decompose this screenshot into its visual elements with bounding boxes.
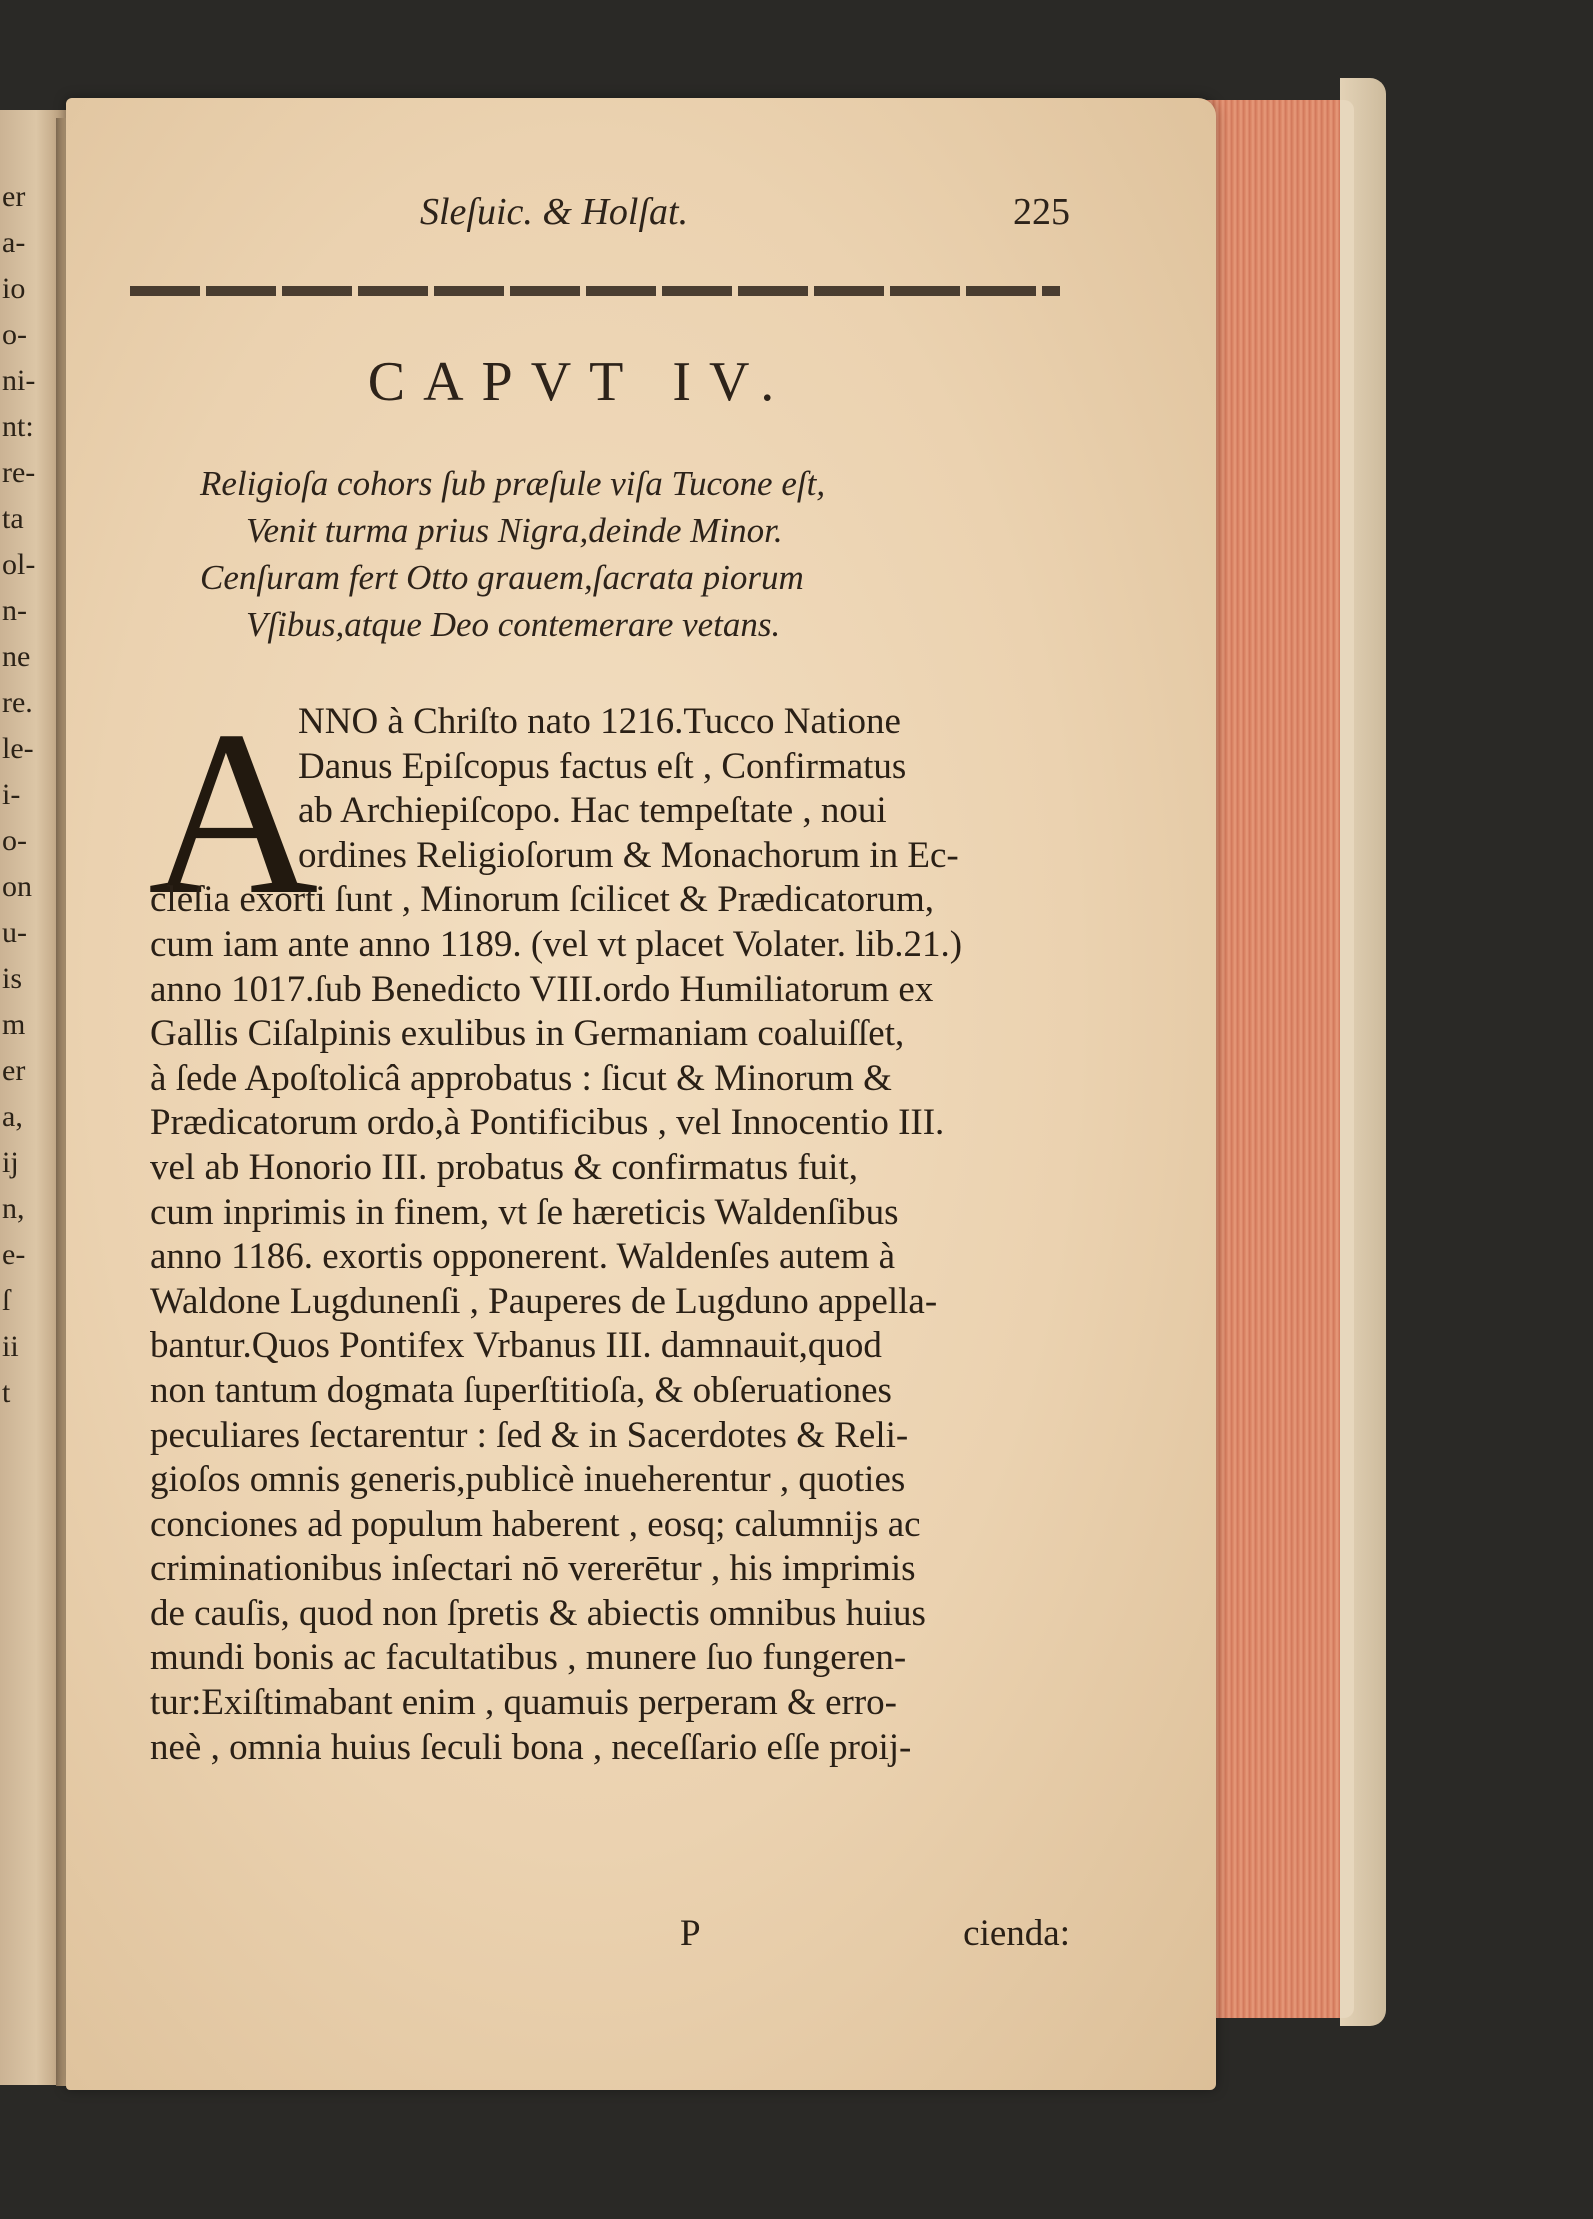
text-line: peculiares ſectarentur : ſed & in Sacerdotes & Reli- (150, 1414, 909, 1456)
facing-page-fragment: ij (2, 1146, 19, 1179)
facing-page-fragment: ta (2, 502, 24, 535)
text-line: anno 1017.ſub Benedicto VIII.ordo Humiliatorum ex (150, 968, 934, 1010)
facing-page-fragment: ſ (2, 1284, 11, 1317)
verse-line: Vſibus,atque Deo contemerare vetans. (246, 605, 781, 644)
header-ornament-rule (130, 286, 1060, 296)
text-line: cum inprimis in finem, vt ſe hæreticis Waldenſibus (150, 1191, 899, 1233)
text-line: tur:Exiſtimabant enim , quamuis perperam & erro- (150, 1682, 897, 1724)
facing-page-fragment: ii (2, 1330, 19, 1363)
facing-page-fragment: is (2, 962, 23, 995)
facing-page-fragment: o- (2, 824, 27, 857)
verse-line: Cenſuram fert Otto grauem,ſacrata piorum (200, 558, 804, 597)
text-line: Waldone Lugdunenſi , Pauperes de Lugduno appella- (150, 1280, 938, 1322)
facing-page-fragment: re- (2, 456, 36, 489)
facing-page-fragment: m (2, 1008, 26, 1041)
facing-page-fragment: u- (2, 916, 27, 949)
facing-page-fragment: ni- (2, 364, 36, 397)
text-line: à ſede Apoſtolicâ approbatus : ſicut & Minorum & (150, 1057, 892, 1099)
drop-cap: A (148, 683, 319, 944)
facing-page-fragment: t (2, 1376, 11, 1409)
text-line: criminationibus inſectari nō vererētur , his imprimis (150, 1548, 916, 1590)
text-line: cleſia exorti ſunt , Minorum ſcilicet & Prædicatorum, (150, 879, 935, 921)
facing-page-fragment: e- (2, 1238, 26, 1271)
page-number: 225 (1013, 191, 1070, 233)
page-header (420, 190, 1070, 240)
text-line: Danus Epiſcopus factus eſt , Confirmatus (298, 745, 907, 787)
catchword: cienda: (963, 1913, 1070, 1954)
text-line: non tantum dogmata ſuperſtitioſa, & obſeruationes (150, 1369, 892, 1411)
facing-page-fragment: i- (2, 778, 21, 811)
facing-page-fragment: on (2, 870, 32, 903)
text-line: ordines Religioſorum & Monachorum in Ec- (298, 834, 959, 876)
facing-page-fragment: a, (2, 1100, 23, 1133)
running-title: Sleſuic. & Holſat. (420, 191, 689, 233)
facing-page-fragment: n, (2, 1192, 25, 1225)
text-line: vel ab Honorio III. probatus & confirmatus fuit, (150, 1146, 858, 1188)
facing-page-fragment: le- (2, 732, 34, 765)
chapter-title: CAPVT IV. (367, 351, 793, 413)
facing-page-fragment: ne (2, 640, 31, 673)
text-line: Prædicatorum ordo,à Pontificibus , vel Innocentio III. (150, 1102, 945, 1144)
page-footer (150, 1912, 1070, 1956)
facing-page-fragment: o- (2, 318, 27, 351)
text-line: neè , omnia huius ſeculi bona , neceſſario eſſe proij- (150, 1726, 912, 1768)
body-text (148, 683, 1070, 1770)
text-line: anno 1186. exortis opponerent. Waldenſes autem à (150, 1236, 896, 1278)
text-line: mundi bonis ac facultatibus , munere ſuo fungeren- (150, 1637, 907, 1679)
verse-line: Religioſa cohors ſub præſule viſa Tucone eſt, (200, 464, 826, 503)
facing-page-fragment: nt: (2, 410, 34, 443)
verse-line: Venit turma prius Nigra,deinde Minor. (246, 511, 783, 550)
text-line: Gallis Ciſalpinis exulibus in Germaniam coaluiſſet, (150, 1013, 905, 1055)
text-line: bantur.Quos Pontifex Vrbanus III. damnauit,quod (150, 1325, 882, 1367)
text-line: de cauſis, quod non ſpretis & abiectis omnibus huius (150, 1592, 926, 1634)
text-line: gioſos omnis generis,publicè inueherentur , quoties (150, 1459, 906, 1501)
text-line: cum iam ante anno 1189. (vel vt placet Volater. lib.21.) (150, 923, 963, 965)
text-line: conciones ad populum haberent , eosq; calumnijs ac (150, 1503, 921, 1545)
facing-page-fragment: io (2, 272, 26, 305)
text-line: NNO à Chriſto nato 1216.Tucco Natione (298, 701, 901, 742)
chapter-summary-verse (200, 460, 980, 648)
facing-page-fragment: n- (2, 594, 27, 627)
facing-page-fragment: a- (2, 226, 26, 259)
facing-page-fragment: er (2, 180, 26, 213)
facing-page-fragment: er (2, 1054, 26, 1087)
text-line: ab Archiepiſcopo. Hac tempeſtate , noui (298, 790, 887, 832)
facing-page-fragment: re. (2, 686, 33, 719)
facing-page-fragment: ol- (2, 548, 36, 581)
signature-mark: P (680, 1913, 701, 1954)
